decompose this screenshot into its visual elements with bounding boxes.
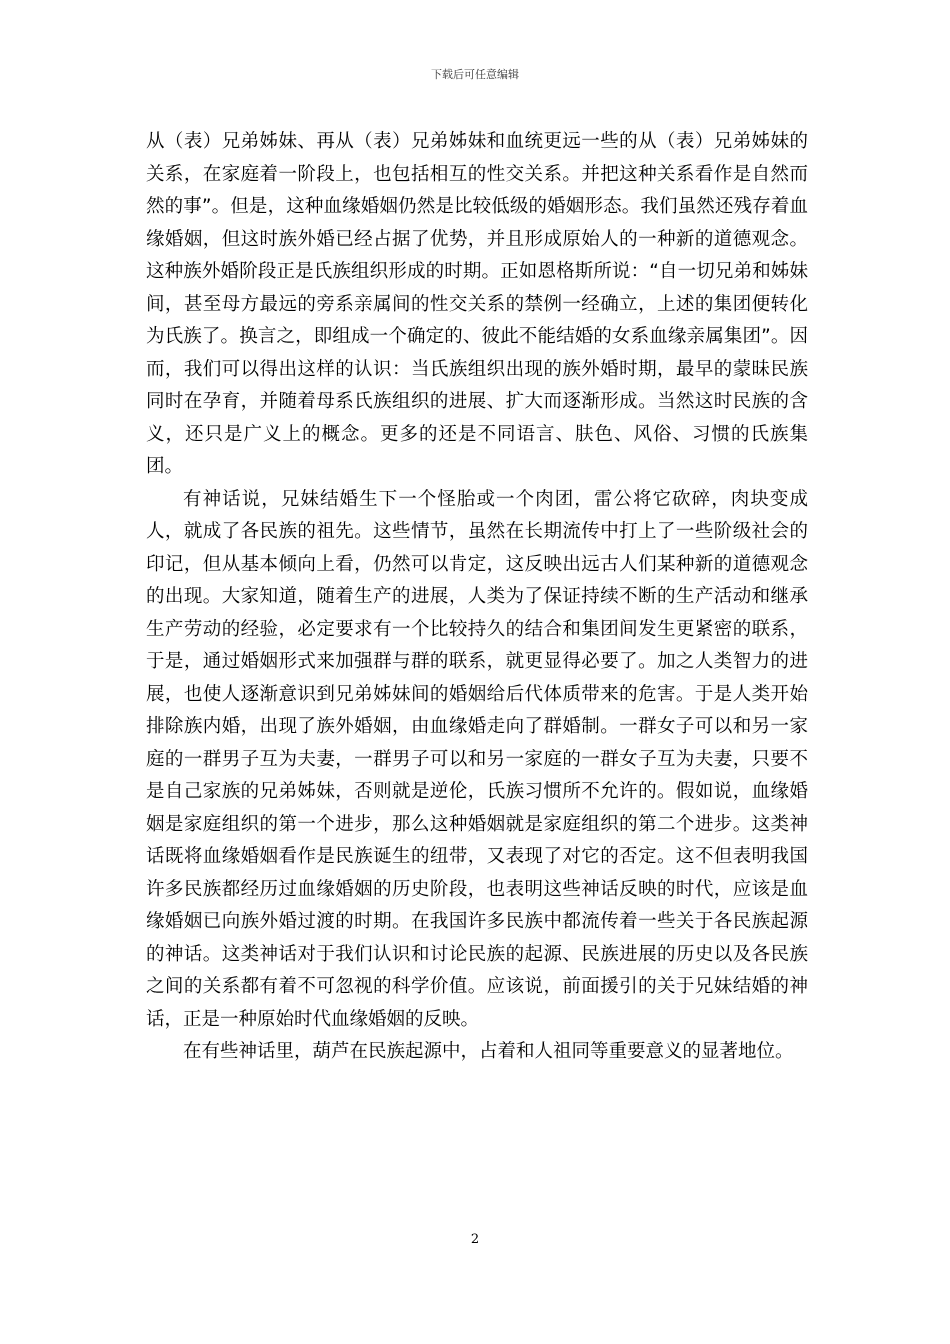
paragraph-3: 在有些神话里，葫芦在民族起源中，占着和人祖同等重要意义的显著地位。 — [183, 1041, 794, 1062]
page-header: 下载后可任意编辑 — [431, 68, 519, 81]
paragraph-1: 从（表）兄弟姊妹、再从（表）兄弟姊妹和血统更远一些的从（表）兄弟姊妹的关系，在家庭着一阶段上，也包括相互的性交关系。并把这种关系看作是自然而然的事”。但是，这种血缘婚姻仍然是比较低级的婚姻形态。我们虽然还残存着血缘婚姻，但这时族外婚已经占据了优势，并且形成原始人的一种新的道德观念。这种族外婚阶段正是氏族组织形成的时期。正如恩格斯所说：“自一切兄弟和姊妹间，甚至母方最远的旁系亲属间的性交关系的禁例一经确立，上述的集团便转化为氏族了。换言之，即组成一个确定的、彼此不能结婚的女系血缘亲属集团”。因而，我们可以得出这样的认识：当氏族组织出现的族外婚时期，最早的蒙昧民族同时在孕育，并随着母系氏族组织的进展、扩大而逐渐形成。当然这时民族的含义，还只是广义上的概念。更多的还是不同语言、肤色、风俗、习惯的氏族集团。 — [146, 131, 808, 477]
paragraph-2: 有神话说，兄妹结婚生下一个怪胎或一个肉团，雷公将它砍碎，肉块变成人，就成了各民族的祖先。这些情节，虽然在长期流传中打上了一些阶级社会的印记，但从基本倾向上看，仍然可以肯定，这反映出远古人们某种新的道德观念的出现。大家知道，随着生产的进展，人类为了保证持续不断的生产活动和继承生产劳动的经验，必定要求有一个比较持久的结合和集团间发生更紧密的联系，于是，通过婚姻形式来加强群与群的联系，就更显得必要了。加之人类智力的进展，也使人逐渐意识到兄弟姊妹间的婚姻给后代体质带来的危害。于是人类开始排除族内婚，出现了族外婚姻，由血缘婚走向了群婚制。一群女子可以和另一家庭的一群男子互为夫妻，一群男子可以和另一家庭的一群女子互为夫妻，只要不是自己家族的兄弟姊妹，否则就是逆伦，氏族习惯所不允许的。假如说，血缘婚姻是家庭组织的第一个进步，那么这种婚姻就是家庭组织的第二个进步。这类神话既将血缘婚姻看作是民族诞生的纽带，又表现了对它的否定。这不但表明我国许多民族都经历过血缘婚姻的历史阶段，也表明这些神话反映的时代，应该是血缘婚姻已向族外婚过渡的时期。在我国许多民族中都流传着一些关于各民族起源的神话。这类神话对于我们认识和讨论民族的起源、民族进展的历史以及各民族之间的关系都有着不可忽视的科学价值。应该说，前面援引的关于兄妹结婚的神话，正是一种原始时代血缘婚姻的反映。 — [146, 488, 808, 1030]
body-text — [146, 126, 808, 1069]
page-number: 2 — [470, 1232, 480, 1247]
